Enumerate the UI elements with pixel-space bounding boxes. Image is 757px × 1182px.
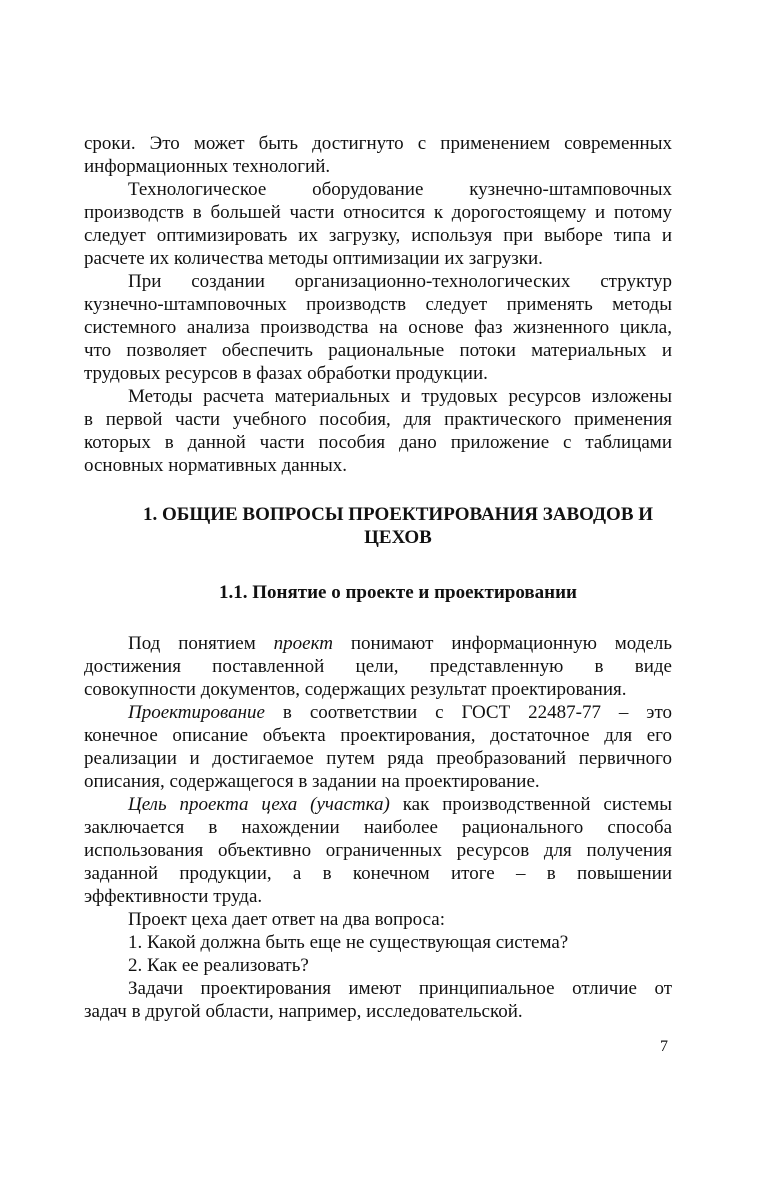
text-line: 2. Как ее реализовать? [128,955,309,976]
chapter-title [84,503,672,549]
term-project: проект [273,633,333,654]
chapter-title-line-1: 1. ОБЩИЕ ВОПРОСЫ ПРОЕКТИРОВАНИЯ ЗАВОДОВ И [142,504,654,525]
section-paragraph-4 [84,908,672,931]
text-line: кузнечно-штамповочных производств следует применять методы [84,294,672,315]
text-line: трудовых ресурсов в фазах обработки продукции. [84,363,488,384]
text-line: Методы расчета материальных и трудовых ресурсов изложены [128,386,672,407]
text-line: 1. Какой должна быть еще не существующая система? [128,932,569,953]
text-fragment: в соответствии с ГОСТ 22487-77 – это [265,702,672,723]
text-line: производств в большей части относится к дорогостоящему и потому [84,202,672,223]
question-1 [84,931,672,954]
text-line: При создании организационно-технологических структур [128,271,672,292]
intro-paragraph-3 [84,270,672,385]
text-line: которых в данной части пособия дано приложение с таблицами [84,432,672,453]
section-paragraph-3 [84,793,672,908]
text-line [84,701,672,724]
text-line: информационных технологий. [84,156,331,177]
text-line: использования объективно ограниченных ресурсов для получения [84,840,672,861]
text-line: конечное описание объекта проектирования, достаточное для его [84,725,672,746]
text-line: следует оптимизировать их загрузку, используя при выборе типа и [84,225,672,246]
text-line: Технологическое оборудование кузнечно-штамповочных [128,179,672,200]
text-line: достижения поставленной цели, представленную в виде [84,656,672,677]
text-line: эффективности труда. [84,886,263,907]
intro-paragraph-2 [84,178,672,270]
text-line [84,632,672,655]
section-paragraph-5 [84,977,672,1023]
section-body [84,632,672,1023]
text-line [84,793,672,816]
section-paragraph-2 [84,701,672,793]
intro-paragraph-1 [84,132,672,178]
text-line: расчете их количества методы оптимизации их загрузки. [84,248,543,269]
text-fragment: Под понятием [128,633,274,654]
text-fragment: понимают информационную модель [332,633,673,654]
text-fragment: как производственной системы [389,794,672,815]
chapter-title-line-2: ЦЕХОВ [364,527,432,548]
text-line: сроки. Это может быть достигнуто с применением современных [84,133,672,154]
term-design: Проектирование [128,702,265,723]
text-line: задач в другой области, например, исследовательской. [84,1001,523,1022]
section-title: 1.1. Понятие о проекте и проектировании [219,582,577,603]
text-line: Задачи проектирования имеют принципиальное отличие от [128,978,672,999]
text-line: совокупности документов, содержащих результат проектирования. [84,679,627,700]
text-line: заданной продукции, а в конечном итоге – в повышении [84,863,672,884]
question-2 [84,954,672,977]
term-project-goal: Цель проекта цеха (участка) [128,794,390,815]
page-content [84,132,672,1023]
text-line: основных нормативных данных. [84,455,348,476]
text-line: Проект цеха дает ответ на два вопроса: [128,909,445,930]
text-line: в первой части учебного пособия, для практического применения [84,409,672,430]
page-number: 7 [660,1038,668,1055]
text-line: заключается в нахождении наиболее рационального способа [84,817,672,838]
section-paragraph-1 [84,632,672,701]
text-line: реализации и достигаемое путем ряда преобразований первичного [84,748,672,769]
text-line: системного анализа производства на основе фаз жизненного цикла, [84,317,672,338]
text-line: что позволяет обеспечить рациональные потоки материальных и [84,340,672,361]
text-line: описания, содержащегося в задании на проектирование. [84,771,540,792]
intro-paragraph-4 [84,385,672,477]
